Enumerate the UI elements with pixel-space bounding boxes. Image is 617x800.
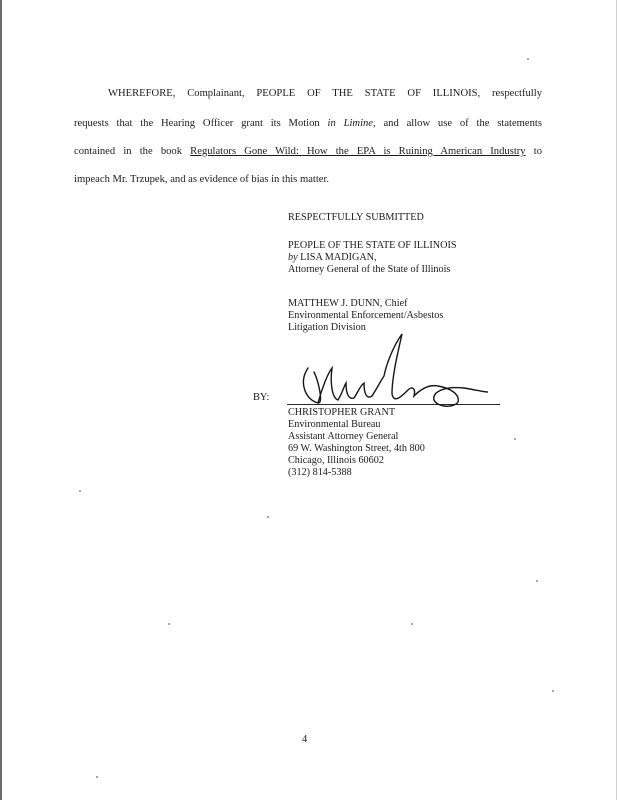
by-label: BY: <box>253 392 270 403</box>
line2-text-c: , and allow use of the statements <box>373 118 542 129</box>
scan-speck <box>267 516 269 518</box>
scan-speck <box>168 623 170 625</box>
scan-speck <box>536 580 538 582</box>
scan-speck <box>514 438 516 440</box>
signer-phone: (312) 814-5388 <box>288 467 352 478</box>
paragraph-line-4: impeach Mr. Trzupek, and as evidence of bias in this matter. <box>74 174 330 185</box>
by-prefix: by <box>288 252 298 263</box>
division-line-1: Environmental Enforcement/Asbestos <box>288 310 444 321</box>
chief-line: MATTHEW J. DUNN, Chief <box>288 298 408 309</box>
paragraph-line-1: WHEREFORE, Complainant, PEOPLE OF THE STATE OF ILLINOIS, respectfully <box>108 88 542 99</box>
paragraph-line-2 <box>74 117 542 131</box>
scan-speck <box>411 623 413 625</box>
signer-city: Chicago, Illinois 60602 <box>288 455 384 466</box>
ag-title-line: Attorney General of the State of Illinois <box>288 264 451 275</box>
ag-name-line <box>288 252 457 264</box>
signer-title: Assistant Attorney General <box>288 431 399 442</box>
book-title: Regulators Gone Wild: How the EPA is Ruining American Industry <box>190 146 526 157</box>
handwritten-signature <box>288 328 488 418</box>
scan-speck <box>96 776 98 778</box>
people-line: PEOPLE OF THE STATE OF ILLINOIS <box>288 240 457 251</box>
ag-name: LISA MADIGAN, <box>297 252 377 263</box>
signer-name: CHRISTOPHER GRANT <box>288 407 396 418</box>
division-line-2: Litigation Division <box>288 322 366 333</box>
page-number: 4 <box>302 734 308 745</box>
respectfully-submitted: RESPECTFULLY SUBMITTED <box>288 212 424 223</box>
scan-left-edge <box>0 0 2 800</box>
scan-speck <box>552 690 554 692</box>
signer-block <box>288 407 425 479</box>
line2-text-a: requests that the Hearing Officer grant its Motion <box>74 118 328 129</box>
line3-text-c: to <box>525 146 542 157</box>
attorney-general-block <box>288 240 457 276</box>
signer-bureau: Environmental Bureau <box>288 419 381 430</box>
in-limine-text: in Limine <box>327 118 374 129</box>
signer-street: 69 W. Washington Street, 4th 800 <box>288 443 425 454</box>
scan-speck <box>527 58 529 60</box>
paragraph-line-3 <box>74 145 542 159</box>
scan-speck <box>79 490 81 492</box>
line3-text-a: contained in the book <box>74 146 191 157</box>
